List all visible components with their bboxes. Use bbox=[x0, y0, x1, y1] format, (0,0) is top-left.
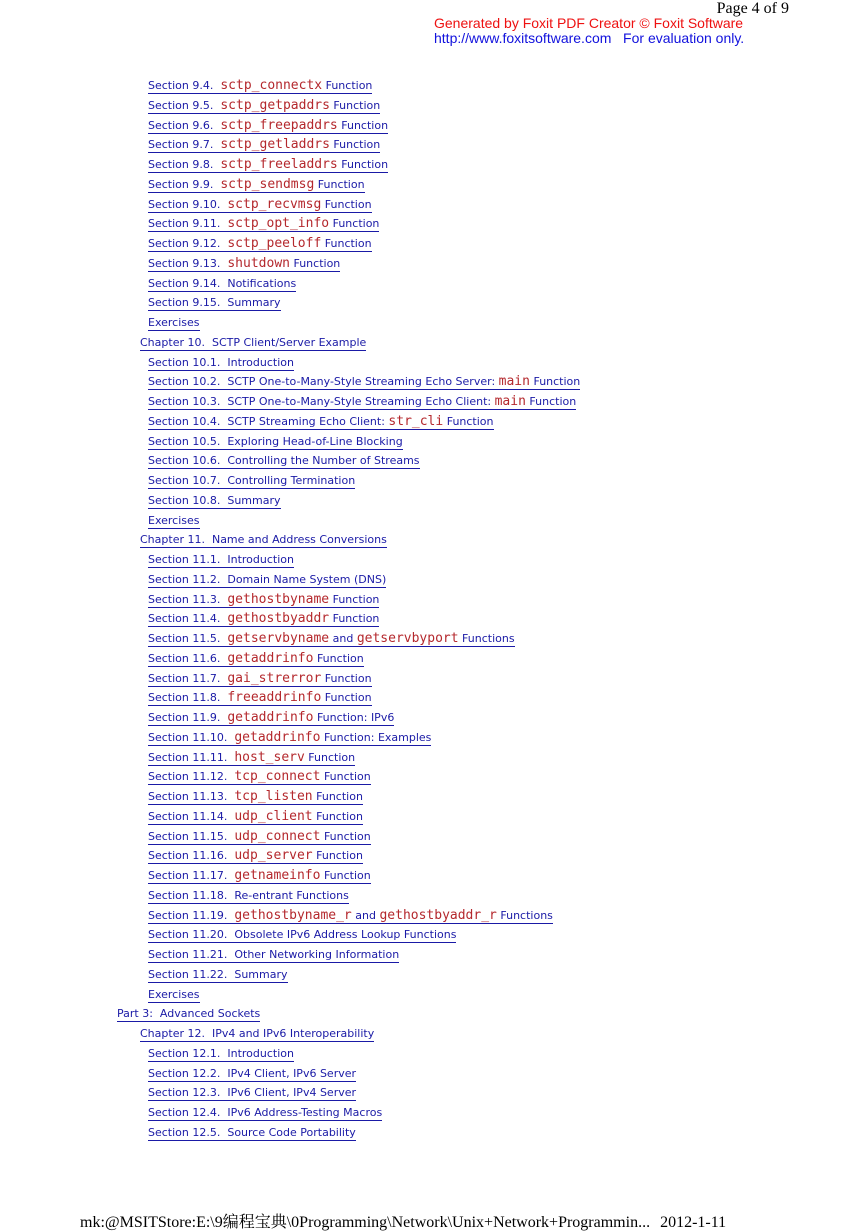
toc-section-item bbox=[148, 295, 281, 310]
toc-link[interactable] bbox=[148, 652, 364, 667]
toc-link[interactable] bbox=[148, 277, 296, 292]
toc-text: Function bbox=[321, 237, 372, 250]
toc-code-text: gai_strerror bbox=[227, 670, 322, 686]
toc-text: Section 12.4. IPv6 Address-Testing Macros bbox=[148, 1106, 383, 1119]
toc-section-item bbox=[148, 157, 388, 172]
toc-text: Section 10.6. Controlling the Number of Streams bbox=[148, 454, 420, 468]
toc-part-item bbox=[117, 1006, 260, 1021]
toc-section-item bbox=[148, 137, 380, 152]
toc-section-item bbox=[148, 118, 388, 133]
toc-text: Chapter 12. IPv4 and IPv6 Interoperability bbox=[140, 1027, 375, 1040]
toc-link[interactable] bbox=[148, 217, 379, 232]
toc-code-text: main bbox=[498, 374, 530, 390]
toc-text: Section 10.2. SCTP One-to-Many-Style Streaming Echo Server: bbox=[148, 375, 499, 389]
toc-section-item bbox=[148, 730, 431, 745]
watermark-line-1: Generated by Foxit PDF Creator © Foxit Software bbox=[434, 15, 744, 31]
toc-code-text: getaddrinfo bbox=[227, 710, 314, 725]
toc-code-text: freeaddrinfo bbox=[227, 690, 322, 706]
toc-text: Function bbox=[320, 770, 371, 784]
toc-link[interactable] bbox=[148, 1126, 356, 1141]
toc-text: Functions bbox=[496, 908, 553, 922]
toc-code-text: udp_server bbox=[234, 848, 313, 864]
toc-link[interactable] bbox=[148, 948, 399, 963]
toc-link[interactable] bbox=[148, 1106, 382, 1121]
toc-text: Function bbox=[313, 651, 364, 665]
toc-section-item bbox=[148, 453, 420, 468]
toc-section-item bbox=[148, 848, 363, 863]
toc-text: Chapter 11. Name and Address Conversions bbox=[140, 533, 387, 547]
toc-text: Function bbox=[337, 158, 389, 171]
toc-text: Section 9.13. bbox=[148, 256, 228, 270]
toc-code-text: gethostbyaddr bbox=[227, 611, 330, 627]
toc-section-item bbox=[148, 967, 288, 982]
toc-code-text: sctp_connectx bbox=[220, 78, 323, 93]
toc-link[interactable] bbox=[148, 770, 371, 785]
toc-text: Section 9.15. Summary bbox=[148, 296, 281, 310]
toc-text: Function bbox=[312, 809, 363, 823]
toc-text: Section 11.15. bbox=[148, 829, 235, 843]
toc-text: Function bbox=[312, 790, 363, 803]
toc-text: Function bbox=[337, 118, 389, 132]
foxit-watermark bbox=[434, 16, 744, 46]
toc-section-item bbox=[148, 1046, 294, 1061]
toc-text: Section 11.9. bbox=[148, 711, 228, 724]
toc-text: Section 9.14. Notifications bbox=[148, 276, 297, 290]
toc-text: Section 9.4. bbox=[148, 79, 221, 92]
toc-link[interactable] bbox=[148, 79, 372, 94]
toc-section-item bbox=[148, 315, 200, 330]
footer-path: mk:@MSITStore:E:\9编程宝典\0Programming\Network\Unix+Network+Programmin... bbox=[80, 1214, 651, 1231]
toc-text: Section 11.2. Domain Name System (DNS) bbox=[148, 572, 387, 586]
toc-link[interactable] bbox=[148, 810, 363, 825]
toc-link[interactable] bbox=[148, 691, 372, 706]
toc-code-text: gethostbyname_r bbox=[234, 907, 352, 923]
toc-text: Section 12.2. IPv4 Client, IPv6 Server bbox=[148, 1066, 357, 1080]
toc-section-item bbox=[148, 769, 371, 784]
toc-code-text: sctp_getladdrs bbox=[220, 137, 330, 153]
toc-text: Functions bbox=[458, 632, 515, 645]
toc-code-text: sctp_sendmsg bbox=[220, 176, 315, 192]
toc-section-item bbox=[148, 1105, 382, 1120]
toc-link[interactable] bbox=[148, 296, 281, 311]
toc-link[interactable] bbox=[148, 494, 281, 509]
toc-text: Section 9.7. bbox=[148, 138, 221, 152]
toc-link[interactable] bbox=[148, 375, 580, 390]
toc-section-item bbox=[148, 177, 365, 192]
toc-link[interactable] bbox=[148, 474, 355, 489]
toc-text: Section 11.5. bbox=[148, 632, 228, 645]
toc-text: Function bbox=[321, 671, 372, 685]
toc-text: Exercises bbox=[148, 316, 200, 329]
toc-section-item bbox=[148, 276, 296, 291]
toc-text: Exercises bbox=[148, 987, 200, 1001]
toc-code-text: tcp_connect bbox=[234, 769, 321, 785]
toc-text: Section 9.12. bbox=[148, 237, 228, 250]
toc-section-item bbox=[148, 414, 494, 429]
toc-section-item bbox=[148, 256, 340, 271]
toc-text: Function bbox=[321, 691, 372, 705]
toc-link[interactable] bbox=[148, 711, 394, 726]
toc-text: Function bbox=[312, 849, 363, 863]
toc-link[interactable] bbox=[140, 1027, 374, 1042]
toc-section-item bbox=[148, 710, 394, 725]
toc-section-item bbox=[148, 1125, 356, 1140]
toc-link[interactable] bbox=[148, 573, 386, 588]
toc-link[interactable] bbox=[148, 612, 379, 627]
toc-text: and bbox=[329, 632, 357, 645]
toc-section-item bbox=[148, 611, 379, 626]
toc-text: Section 11.8. bbox=[148, 691, 228, 705]
toc-text: Function bbox=[304, 750, 356, 764]
toc-section-item bbox=[148, 552, 294, 567]
toc-code-text: getnameinfo bbox=[234, 868, 321, 883]
toc-link[interactable] bbox=[148, 928, 456, 943]
toc-section-item bbox=[148, 789, 363, 804]
toc-text: Function bbox=[529, 375, 581, 389]
toc-text: Section 11.21. Other Networking Information bbox=[148, 948, 400, 961]
toc-link[interactable] bbox=[148, 869, 371, 884]
toc-link[interactable] bbox=[148, 1067, 356, 1082]
toc-code-text: sctp_opt_info bbox=[227, 216, 330, 232]
toc-section-item bbox=[148, 355, 294, 370]
toc-section-item bbox=[148, 868, 371, 883]
toc-text: Function bbox=[329, 98, 381, 112]
toc-text: Section 11.10. bbox=[148, 730, 235, 744]
toc-text: Chapter 10. SCTP Client/Server Example bbox=[140, 335, 367, 349]
toc-chapter-item bbox=[140, 1026, 374, 1041]
toc-section-item bbox=[148, 197, 372, 212]
toc-text: Section 11.20. Obsolete IPv6 Address Lookup Functions bbox=[148, 928, 457, 942]
toc-code-text: host_serv bbox=[234, 749, 305, 765]
toc-text: Section 10.4. SCTP Streaming Echo Client: bbox=[148, 414, 389, 428]
toc-code-text: sctp_freeladdrs bbox=[220, 157, 338, 172]
toc-link[interactable] bbox=[148, 198, 372, 213]
toc-text: Function bbox=[320, 829, 371, 843]
toc-code-text: gethostbyaddr_r bbox=[379, 907, 497, 923]
toc-code-text: getservbyport bbox=[356, 631, 459, 646]
toc-chapter-item bbox=[140, 335, 366, 350]
toc-link[interactable] bbox=[148, 1086, 356, 1101]
toc-link[interactable] bbox=[148, 99, 380, 114]
toc-section-item bbox=[148, 908, 553, 923]
toc-text: Section 11.11. bbox=[148, 750, 235, 764]
toc-link[interactable] bbox=[148, 909, 553, 924]
toc-text: Section 12.1. Introduction bbox=[148, 1046, 294, 1060]
toc-text: Section 9.6. bbox=[148, 118, 221, 132]
toc-text: and bbox=[351, 908, 380, 922]
toc-link[interactable] bbox=[148, 257, 340, 272]
toc-text: Section 12.3. IPv6 Client, IPv4 Server bbox=[148, 1086, 357, 1100]
toc-section-item bbox=[148, 888, 349, 903]
toc-code-text: udp_connect bbox=[234, 828, 321, 844]
toc-text: Function bbox=[314, 177, 365, 191]
toc-link[interactable] bbox=[148, 968, 288, 983]
toc-section-item bbox=[148, 513, 200, 528]
toc-text: Section 10.8. Summary bbox=[148, 493, 281, 507]
toc-text: Section 11.3. bbox=[148, 592, 228, 606]
toc-text: Function bbox=[322, 79, 373, 92]
toc-section-item bbox=[148, 631, 515, 646]
toc-text: Section 9.5. bbox=[148, 98, 221, 112]
toc-section-item bbox=[148, 671, 372, 686]
toc-text: Function bbox=[321, 197, 372, 211]
toc-section-item bbox=[148, 374, 580, 389]
toc-text: Section 11.13. bbox=[148, 790, 235, 803]
toc-text: Section 11.17. bbox=[148, 869, 235, 882]
toc-code-text: sctp_recvmsg bbox=[227, 196, 322, 212]
toc-link[interactable] bbox=[148, 849, 363, 864]
toc-text: Function bbox=[320, 869, 371, 882]
toc-link[interactable] bbox=[148, 889, 349, 904]
toc-link[interactable] bbox=[148, 138, 380, 153]
toc-section-item bbox=[148, 651, 364, 666]
toc-text: Section 11.18. Re-entrant Functions bbox=[148, 888, 349, 902]
watermark-line-2: http://www.foxitsoftware.com For evaluation only. bbox=[434, 30, 745, 46]
toc-section-item bbox=[148, 987, 200, 1002]
toc-link[interactable] bbox=[148, 178, 365, 193]
toc-text: Section 11.4. bbox=[148, 612, 228, 626]
toc-section-item bbox=[148, 78, 372, 93]
toc-section-item bbox=[148, 493, 281, 508]
toc-section-item bbox=[148, 809, 363, 824]
toc-text: Function bbox=[329, 592, 380, 606]
toc-chapter-item bbox=[140, 532, 387, 547]
toc-link[interactable] bbox=[148, 514, 200, 529]
toc-link[interactable] bbox=[148, 593, 379, 608]
toc-text: Exercises bbox=[148, 513, 200, 527]
toc-text: Section 11.6. bbox=[148, 651, 228, 665]
toc-section-item bbox=[148, 829, 371, 844]
toc-text: Function bbox=[443, 414, 494, 428]
toc-link[interactable] bbox=[148, 119, 388, 134]
toc-section-item bbox=[148, 98, 380, 113]
toc-code-text: shutdown bbox=[227, 255, 290, 271]
toc-code-text: getservbyname bbox=[227, 631, 330, 646]
toc-code-text: sctp_peeloff bbox=[227, 236, 322, 251]
toc-text: Function bbox=[329, 138, 381, 152]
toc-link[interactable] bbox=[148, 830, 371, 845]
toc-section-item bbox=[148, 434, 403, 449]
toc-link[interactable] bbox=[140, 336, 366, 351]
toc-link[interactable] bbox=[148, 454, 420, 469]
toc-section-item bbox=[148, 572, 386, 587]
toc-code-text: sctp_freepaddrs bbox=[220, 117, 338, 133]
toc-text: Section 11.19. bbox=[148, 908, 235, 922]
toc-code-text: tcp_listen bbox=[234, 789, 313, 804]
toc-text: Section 11.1. Introduction bbox=[148, 553, 294, 566]
toc-link[interactable] bbox=[148, 158, 388, 173]
toc-text: Function bbox=[525, 395, 577, 408]
toc-code-text: str_cli bbox=[388, 413, 444, 429]
toc-text: Section 10.7. Controlling Termination bbox=[148, 474, 356, 487]
toc-section-item bbox=[148, 927, 456, 942]
toc-section-item bbox=[148, 473, 355, 488]
toc-section-item bbox=[148, 236, 372, 251]
toc-link[interactable] bbox=[148, 395, 576, 410]
toc-text: Section 11.12. bbox=[148, 770, 235, 784]
toc-text: Section 9.10. bbox=[148, 197, 228, 211]
toc-section-item bbox=[148, 1085, 356, 1100]
toc-link[interactable] bbox=[148, 632, 515, 647]
toc-section-item bbox=[148, 1066, 356, 1081]
toc-text: Section 11.14. bbox=[148, 809, 235, 823]
page-number: Page 4 of 9 bbox=[716, 0, 789, 17]
toc-text: Function: IPv6 bbox=[313, 711, 395, 724]
toc-link[interactable] bbox=[148, 731, 431, 746]
toc-link[interactable] bbox=[148, 988, 200, 1003]
toc-section-item bbox=[148, 690, 372, 705]
toc-link[interactable] bbox=[148, 1047, 294, 1062]
toc-code-text: udp_client bbox=[234, 808, 313, 824]
toc-text: Section 9.8. bbox=[148, 158, 221, 171]
toc-text: Section 12.5. Source Code Portability bbox=[148, 1125, 356, 1139]
toc-code-text: getaddrinfo bbox=[227, 650, 314, 666]
toc-text: Function bbox=[329, 612, 380, 626]
toc-section-item bbox=[148, 750, 355, 765]
toc-link[interactable] bbox=[140, 533, 387, 548]
toc-text: Section 11.22. Summary bbox=[148, 967, 288, 981]
toc-link[interactable] bbox=[148, 790, 363, 805]
toc-link[interactable] bbox=[148, 435, 403, 450]
toc-link[interactable] bbox=[148, 316, 200, 331]
toc-link[interactable] bbox=[117, 1007, 260, 1022]
toc-text: Section 10.5. Exploring Head-of-Line Blocking bbox=[148, 434, 403, 448]
toc-section-item bbox=[148, 947, 399, 962]
toc-link[interactable] bbox=[148, 672, 372, 687]
footer bbox=[80, 1209, 726, 1232]
toc-text: Section 11.16. bbox=[148, 849, 235, 863]
toc-code-text: getaddrinfo bbox=[234, 729, 321, 745]
toc-link[interactable] bbox=[148, 553, 294, 568]
toc-link[interactable] bbox=[148, 751, 355, 766]
toc-text: Section 9.11. bbox=[148, 217, 228, 231]
toc-text: Section 9.9. bbox=[148, 177, 221, 191]
toc-section-item bbox=[148, 592, 379, 607]
toc-text: Function: Examples bbox=[320, 730, 432, 744]
toc-text: Part 3: Advanced Sockets bbox=[117, 1007, 261, 1021]
toc-code-text: gethostbyname bbox=[227, 591, 330, 607]
toc-text: Function bbox=[329, 217, 380, 231]
toc-code-text: main bbox=[494, 394, 526, 409]
toc-code-text: sctp_getpaddrs bbox=[220, 97, 330, 113]
toc-section-item bbox=[148, 394, 576, 409]
toc-text: Function bbox=[289, 256, 341, 270]
toc-section-item bbox=[148, 216, 379, 231]
toc-link[interactable] bbox=[148, 237, 372, 252]
toc-link[interactable] bbox=[148, 356, 294, 371]
toc-text: Section 11.7. bbox=[148, 671, 228, 685]
toc-link[interactable] bbox=[148, 415, 494, 430]
toc-text: Section 10.1. Introduction bbox=[148, 355, 294, 369]
toc-text: Section 10.3. SCTP One-to-Many-Style Streaming Echo Client: bbox=[148, 395, 495, 408]
footer-date: 2012-1-11 bbox=[660, 1214, 727, 1231]
